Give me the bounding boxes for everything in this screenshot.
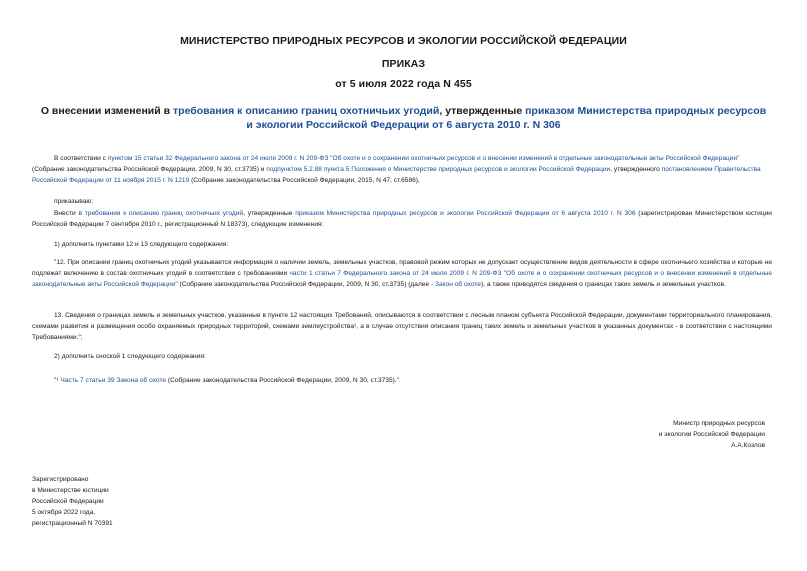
signature-block — [659, 418, 765, 451]
document-date: от 5 июля 2022 года N 455 — [335, 78, 472, 90]
p12-text-1: "12. При описании границ охотничьих угодий указывается информация о наличии земель, земельных участков, правовой режим которых не допускает осуществление видов деятельности в сфере охотничьего хозяйства и которые не подлежат включению в состав охотничьих угодий в соответствии с требованиями — [32, 259, 772, 277]
registration-block — [32, 474, 113, 529]
paragraph-13: 13. Сведения о границах земель и земельных участков, указанные в пункте 12 настоящих Требований, описываются в соответствии с лесным планом субъекта Российской Федерации, документами территориального планирования, схемами развития и размещения особо охраняемых природных территорий, схемами землеустройства¹, а в случае отсутствия описания границ таких земель и земельных участков в указанных документах - в соответствии с настоящими Требованиями."; — [32, 312, 772, 341]
amend-paragraph — [32, 208, 772, 230]
preamble-text-2: (Собрание законодательства Российской Федерации, 2009, N 30, ст.3735) и — [32, 166, 267, 173]
registration-line-5: регистрационный N 70391 — [32, 520, 113, 527]
preamble-paragraph — [32, 153, 772, 186]
amend-text-1: Внести — [54, 210, 79, 217]
signature-line-1: Министр природных ресурсов — [673, 420, 765, 427]
footnote-paragraph — [54, 375, 401, 386]
item-2: 2) дополнить сноской 1 следующего содержания: — [54, 353, 206, 360]
document-title — [40, 104, 767, 132]
link-hunting-law[interactable]: Закон об охоте — [435, 281, 481, 288]
amend-text-3: (зарегистрирован Министерством юстиции Российской Федерации 7 сентября 2010 г., регистрационный N 18373), следующие изменения: — [32, 210, 772, 228]
registration-line-2: в Министерстве юстиции — [32, 487, 109, 494]
registration-line-3: Российской Федерации — [32, 498, 104, 505]
orders-line: приказываю: — [54, 198, 94, 205]
registration-line-1: Зарегистрировано — [32, 476, 89, 483]
document-type: ПРИКАЗ — [381, 58, 426, 70]
footnote-text-1: "¹ — [54, 377, 61, 384]
p12-text-2: (Собрание законодательства Российской Федерации, 2009, N 30, ст.3735) (далее - — [177, 281, 435, 288]
preamble-text-1: В соответствии с — [54, 155, 108, 162]
preamble-text-4: (Собрание законодательства Российской Федерации, 2015, N 47, ст.6586), — [189, 177, 420, 184]
paragraph-12 — [32, 257, 772, 290]
link-order-306[interactable]: приказом Министерства природных ресурсов и экологии Российской Федерации от 6 августа 2010 г. N 306 — [295, 210, 636, 217]
signature-name: А.А.Козлов — [731, 442, 765, 449]
title-text-1: О внесении изменений в — [40, 105, 174, 117]
link-ministry-regulation[interactable]: подпунктом 5.2.88 пункта 5 Положения о Министерстве природных ресурсов и экологии Российской Федерации — [266, 166, 611, 173]
registration-line-4: 5 октября 2022 года, — [32, 509, 96, 516]
ministry-heading: МИНИСТЕРСТВО ПРИРОДНЫХ РЕСУРСОВ И ЭКОЛОГИИ РОССИЙСКОЙ ФЕДЕРАЦИИ — [180, 35, 627, 47]
title-text-2: , утвержденные — [439, 105, 526, 117]
signature-line-2: и экологии Российской Федерации — [658, 431, 765, 438]
item-1: 1) дополнить пунктами 12 и 13 следующего содержания: — [54, 241, 229, 248]
link-requirements[interactable]: в требования к описанию границ охотничьих угодий — [78, 210, 244, 217]
preamble-text-3: , утвержденного — [610, 166, 662, 173]
title-link-requirements[interactable]: требования к описанию границ охотничьих угодий — [173, 105, 440, 117]
footnote-text-2: (Собрание законодательства Российской Федерации, 2009, N 30, ст.3735).". — [166, 377, 401, 384]
p12-text-3: ), а также приводятся сведения о границах таких земель и земельных участков. — [480, 281, 726, 288]
title-link-order-306[interactable]: приказом Министерства природных ресурсов и экологии Российской Федерации от 6 августа 2010 г. N 306 — [246, 105, 767, 131]
link-article-39[interactable]: Часть 7 статьи 39 Закона об охоте — [60, 377, 167, 384]
link-government-decree-1219[interactable]: постановлением Правительства Российской Федерации от 11 ноября 2015 г. N 1219 — [32, 166, 761, 184]
link-federal-law-209[interactable]: пунктом 15 статьи 32 Федерального закона от 24 июля 2009 г. N 209-ФЗ "Об охоте и о сохранении охотничьих ресурсов и о внесении изменений в отдельные законодательные акты Российской Федерации" — [107, 155, 740, 162]
amend-text-2: , утвержденные — [243, 210, 296, 217]
link-law-article-7[interactable]: части 1 статьи 7 Федерального закона от 24 июля 2009 г. N 209-ФЗ "Об охоте и о сохранении охотничьих ресурсов и о внесении изменений в отдельные законодательные акты Российской Федерации" — [32, 270, 772, 288]
